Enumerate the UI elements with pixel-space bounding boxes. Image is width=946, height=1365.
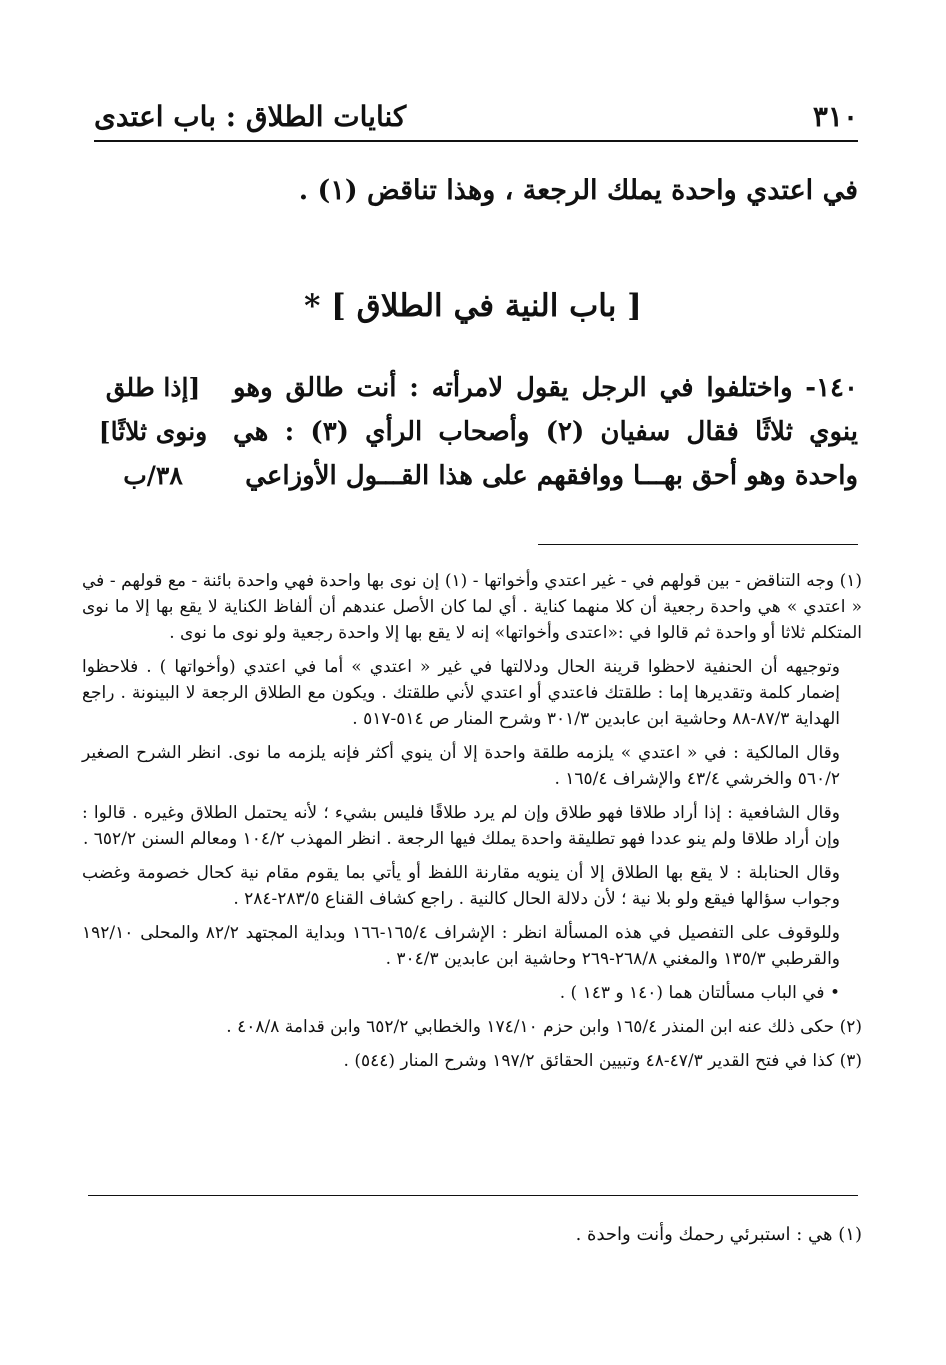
margin-note: [إذا طلق ونوى ثلاثًا] ٣٨/ب xyxy=(98,373,208,490)
chapter-title: [ باب النية في الطلاق ] * xyxy=(304,288,642,324)
footnote-1: (١) وجه التناقض - بين قولهم في - غير اعتدي وأخواتها - (١) إن نوى بها واحدة فهي واحدة بائنة - مع قولهم - في « اعتدي » هي واحدة رجعية أن كلا منهما كناية . أي لما كان الأصل عندهم أن ألفاظ الكناية لا يقع بها إلا ما نوى المتكلم ثلاثا أو واحدة ثم قالوا في :«اعتدى وأخواتها» إنه لا يقع بها إلا واحدة رجعية ولو نوى ما نوى . xyxy=(82,571,862,643)
footnote-paragraph: وقال الشافعية : إذا أراد طلاقا فهو طلاق وإن لم يرد طلاقًا فليس بشيء ؛ لأنه يحتمل الطلاق وغيره . قالوا : وإن أراد طلاقا ولم ينو عددا فهو تطليقة واحدة يملك فيها الرجعة . انظر المهذب ١٠٤/٢ ومعالم السنن ٦٥٢/٢ . xyxy=(82,803,840,849)
footnote-separator xyxy=(538,544,858,545)
page-header xyxy=(94,92,858,142)
page-number: ٣١٠ xyxy=(812,99,858,133)
footnotes xyxy=(82,568,862,1082)
chapter-note: • في الباب مسألتان هما (١٤٠ و ١٤٣ ) . xyxy=(559,983,840,1003)
variant-separator xyxy=(88,1195,858,1196)
footnote-paragraph: وتوجيهه أن الحنفية لاحظوا قرينة الحال ودلالتها في غير « اعتدي » أما في اعتدي (وأخواتها ) . فلاحظوا إضمار كلمة وتقديرها إما : طلقتك فاعتدي أو اعتدي لأني طلقتك . ويكون مع الطلاق الرجعة لا البينونة . راجع الهداية ٨٧/٣-٨٨ وحاشية ابن عابدين ٣٠١/٣ وشرح المنار ص ٥١٤-٥١٧ . xyxy=(82,657,840,729)
footnote-2: (٢) حكى ذلك عنه ابن المنذر ١٦٥/٤ وابن حزم ١٧٤/١٠ والخطابي ٦٥٢/٢ وابن قدامة ٤٠٨/٨ . xyxy=(226,1017,862,1037)
issue-text: ١٤٠- واختلفوا في الرجل يقول لامرأته : أنت طالق وهو ينوي ثلاثًا فقال سفيان (٢) وأصحاب الرأي (٣) : هي واحدة وهو أحق بهـــا ووافقهم على هذا القـــول الأوزاعي xyxy=(233,373,858,491)
footnote-paragraph: وللوقوف على التفصيل في هذه المسألة انظر : الإشراف ١٦٥/٤-١٦٦ وبداية المجتهد ٨٢/٢ والمحلى ١٩٢/١٠ والقرطبي ١٣٥/٣ والمغني ٢٦٨/٨-٢٦٩ وحاشية ابن عابدين ٣٠٤/٣ . xyxy=(82,923,840,969)
footnote-paragraph: وقال الحنابلة : لا يقع بها الطلاق إلا أن ينويه مقارنة اللفظ أو يأتي بما يقوم مقام نية كحال خصومة وغضب وجواب سؤالها فيقع ولو بلا نية ؛ لأن دلالة الحال كالنية . راجع كشاف القناع ٢٨٣/٥-٢٨٤ . xyxy=(82,863,840,909)
variant-note: (١) هي : استبرئي رحمك وأنت واحدة . xyxy=(575,1224,862,1245)
opening-line: في اعتدي واحدة يملك الرجعة ، وهذا تناقض (١) . xyxy=(298,175,858,206)
running-title: كنايات الطلاق : باب اعتدى xyxy=(94,99,407,133)
issue-block xyxy=(88,366,858,506)
footnote-3: (٣) كذا في فتح القدير ٤٧/٣-٤٨ وتبيين الحقائق ١٩٧/٢ وشرح المنار (٥٤٤) . xyxy=(343,1051,862,1071)
footnote-paragraph: وقال المالكية : في « اعتدي » يلزمه طلقة واحدة إلا أن ينوي أكثر فإنه يلزمه ما نوى. انظر الشرح الصغير ٥٦٠/٢ والخرشي ٤٣/٤ والإشراف ١٦٥/٤ . xyxy=(82,743,840,789)
